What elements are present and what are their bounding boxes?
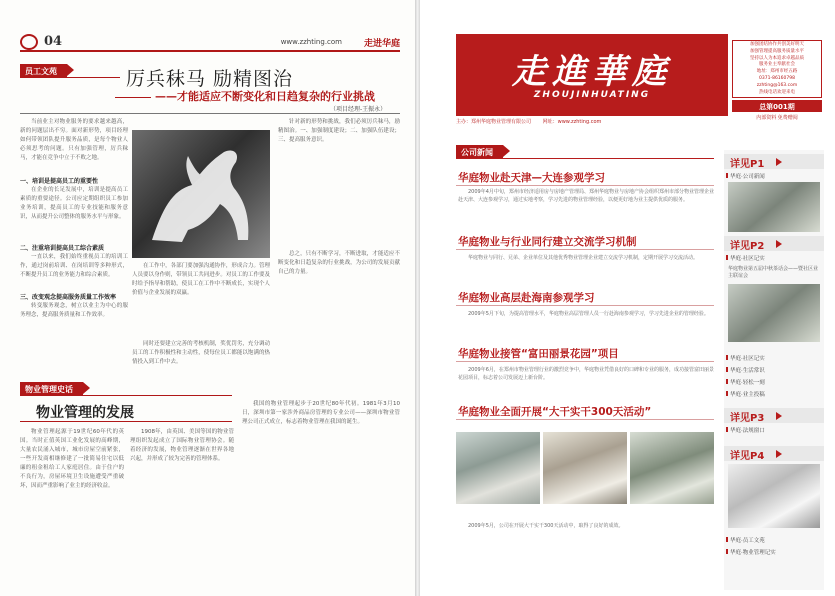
- sidebar-item[interactable]: 华庭·员工文苑: [730, 538, 765, 544]
- divider: [20, 113, 400, 114]
- article-column-text: 总之，只有不断学习，不断进取，才能适应不断变化和日趋复杂的行业挑战，为公司的发展贡献自己的力量。: [278, 251, 400, 275]
- article-column-text: 我国的物业管理起步于20世纪80年代初。1981年3月10日，深圳市第一家涉外商品房管理的专业公司——深圳市物业管理公司正式成立，标志着物业管理在我国的诞生。: [242, 401, 400, 425]
- info-line: zzhting@163.com: [756, 82, 798, 88]
- article-column-intro: 当前业主对物业服务的要求越来越高，新的问题层出不穷。面对新形势，项目经理如何带领团队提升服务品质，是每个物业人必须思考的问题。只有加强管理，厉兵秣马，才能在竞争中立于不败之地。: [20, 119, 128, 161]
- info-line: 服务业主奉献社会: [759, 62, 795, 68]
- article-column-text: 同时还要建立完善的考核机制，奖优罚劣，充分调动员工的工作积极性和主动性，使每位员工都能以饱满的热情投入到工作中去。: [132, 341, 270, 365]
- logo-icon: [20, 34, 38, 50]
- website-label: 网址：www.zzhting.com: [542, 119, 602, 125]
- masthead: [456, 34, 728, 116]
- news-text: 2009年5月，公司在开展大干实干300天活动中，取得了良好的成效。: [468, 523, 624, 529]
- section-rule: [20, 395, 232, 396]
- sidebar-item[interactable]: 华庭·社区记实: [730, 256, 765, 262]
- sidebar-photo: [728, 182, 820, 232]
- column-heading: 三、改变观念提高服务质量工作效率: [20, 294, 117, 301]
- host-label: 主办：郑州华庭物业管理有限公司: [456, 119, 532, 125]
- sidebar-item[interactable]: 华庭·轻松一刻: [730, 380, 765, 386]
- news-title: 华庭物业赴天津—大连参观学习: [458, 172, 605, 184]
- article-column-text: 转变服务观念，树立以业主为中心的服务理念，提高服务质量和工作效率。: [20, 303, 128, 318]
- column-heading: 一、培训是提高员工的重要性: [20, 178, 99, 185]
- horse-illustration-icon: [132, 130, 270, 258]
- sidebar-item[interactable]: 华庭·业主投稿: [730, 392, 765, 398]
- issue-subtitle: 内部资料 免费赠阅: [756, 115, 798, 121]
- article-column-text: 在企业的长足发展中，培训是提高员工素质的重要途径。公司应定期组织员工参加业务培训，提高员工的专业技能和服务意识，从而提升公司整体的服务水平与形象。: [20, 187, 128, 220]
- slogan-box: [732, 40, 822, 98]
- activity-photo: [630, 432, 714, 504]
- masthead-info-bar: [456, 116, 728, 126]
- news-title: 华庭物业全面开展“大干实干300天活动”: [458, 406, 652, 418]
- article-column-text: 在工作中，各部门要加强沟通协作，形成合力。管理人员要以身作则，带领员工共同进步。对员工的工作要及时给予指导和帮助，使员工在工作中不断成长，实现个人价值与企业发展的双赢。: [132, 263, 270, 296]
- right-page: [420, 0, 835, 596]
- page-header: [20, 34, 400, 52]
- sidebar-photo: [728, 284, 820, 342]
- sidebar-caption: 华庭物业第五届中秋茶话会——暨社区业主联谊会: [728, 266, 819, 279]
- info-line: 热线电话欢迎来电: [759, 89, 795, 95]
- header-url: www.zzhting.com: [280, 38, 342, 46]
- section-tab-staff-corner: 员工文苑: [20, 64, 67, 77]
- divider: [456, 249, 714, 250]
- section-tab-history: 物业管理史话: [20, 382, 83, 395]
- info-line: 坚持以人为本追求卓越品质: [750, 55, 804, 61]
- header-brand: 走进华庭: [363, 39, 400, 49]
- article-subtitle: ——才能适应不断变化和日趋复杂的行业挑战: [115, 88, 375, 104]
- news-title: 华庭物业接管“富田丽景花园”项目: [458, 348, 619, 360]
- masthead-title: 走進華庭: [512, 52, 672, 92]
- sidebar-item[interactable]: 华庭·物业管理记实: [730, 550, 776, 556]
- divider: [456, 185, 714, 186]
- sidebar-head-p3[interactable]: 详见P3: [724, 408, 824, 423]
- masthead-pinyin: ZHOUJINHUATING: [533, 90, 651, 100]
- article-column-text: 针对新的形势和挑战，我们必须厉兵秣马，励精图治。一、加强制度建设；二、加强队伍建设；三、提高服务意识。: [278, 119, 400, 143]
- article-byline: （项目经理-王振永）: [330, 106, 387, 113]
- sidebar-head-p4[interactable]: 详见P4: [724, 446, 824, 461]
- news-title: 华庭物业与行业同行建立交流学习机制: [458, 236, 637, 248]
- article-column-text: 物业管理起源于19世纪60年代的英国。当时正值英国工业化发展的高峰期，大量农民涌入城市，城市房屋空前紧张，一些开发商相继修建了一批简易住宅以低廉的租金租给工人家庭居住。由于住户的不良行为，房屋环境卫生设施遭受严重破坏，因而严重影响了业主的经济收益。: [20, 429, 124, 489]
- divider: [456, 419, 714, 420]
- divider: [456, 305, 714, 306]
- article-title: 物业管理的发展: [36, 405, 134, 421]
- sidebar-item[interactable]: 华庭·法规窗口: [730, 428, 765, 434]
- sidebar-head-p1[interactable]: 详见P1: [724, 154, 824, 169]
- news-title: 华庭物业高层赴海南参观学习: [458, 292, 595, 304]
- left-page: [0, 0, 415, 596]
- sidebar-head-p2[interactable]: 详见P2: [724, 236, 824, 251]
- article-column-text: 1908年，由英国、美国等国的物业管理组织发起成立了国际物业管理协会。随着经济的发展，物业管理逐渐在世界各地兴起，并形成了较为完善的管理体系。: [130, 429, 234, 462]
- news-text: 2009年4月中旬，郑州市经济适用房与房地产管理局、郑州华庭物业与房地产协会组织郑州市部分物业管理企业赴天津、大连参观学习，通过实地考察，学习先进的物业管理经验，以便更好地为业主提供优质的服务。: [458, 189, 714, 203]
- info-line: 加强团结协作共创美好明天: [750, 42, 804, 47]
- article-title: 厉兵秣马 励精图治: [126, 68, 294, 90]
- info-line: 加强管理提高服务质量水平: [750, 48, 804, 54]
- divider: [20, 421, 232, 422]
- column-heading: 二、注重培训提高员工综合素质: [20, 245, 105, 252]
- activity-photo: [456, 432, 540, 504]
- activity-photos: [456, 432, 714, 504]
- page-number: 04: [44, 34, 63, 49]
- activity-photo: [543, 432, 627, 504]
- news-text: 2009年6月，在郑州市物业管理行业的激烈竞争中，华庭物业凭借良好的口碑和专业的服务，成功接管富田丽景花园项目，标志着公司发展迈上新台阶。: [458, 367, 714, 381]
- sidebar-item[interactable]: 华庭·生活常识: [730, 368, 765, 374]
- section-tab-company-news: 公司新闻: [456, 145, 503, 158]
- info-line: 0371-86160798: [759, 75, 795, 81]
- info-line: 地址：郑州市经五路: [756, 69, 798, 75]
- section-rule: [20, 77, 120, 78]
- divider: [456, 361, 714, 362]
- news-text: 华庭物业与同行、兄弟、企业单位及其他优秀物业管理企业建立交流学习机制，定期开展学习交流活动。: [468, 255, 699, 261]
- calligraphy-photo: [728, 464, 820, 528]
- sidebar-item[interactable]: 华庭·公司新闻: [730, 174, 765, 180]
- article-column-text: 一直以来，我们始终重视员工的培训工作，通过岗前培训、在岗培训等多种形式，不断提升员工的业务能力和综合素质。: [20, 254, 128, 278]
- sidebar-item[interactable]: 华庭·社区记实: [730, 356, 765, 362]
- issue-number: 总第001期: [732, 100, 822, 112]
- sidebar-index: [724, 150, 824, 590]
- section-rule: [456, 158, 714, 159]
- horse-photo: [132, 130, 270, 258]
- news-text: 2009年5月下旬，为提高管理水平，华庭物业高层管理人员一行赴海南参观学习，学习先进企业的管理经验。: [468, 311, 709, 317]
